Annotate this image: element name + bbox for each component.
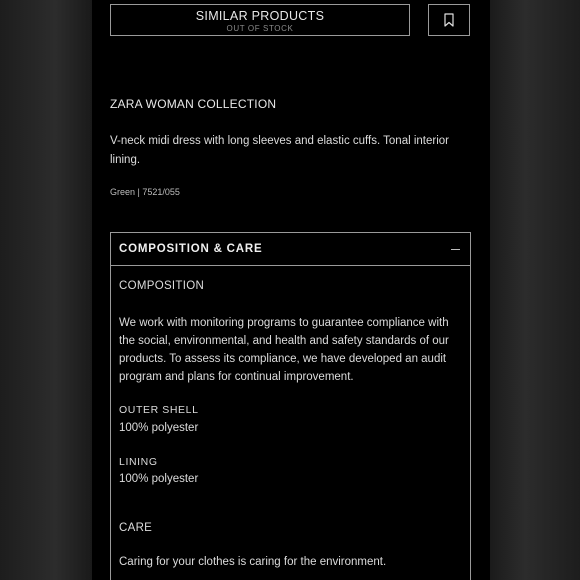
bookmark-icon — [444, 13, 454, 27]
similar-products-label: SIMILAR PRODUCTS — [195, 9, 325, 23]
composition-text: We work with monitoring programs to guarantee compliance with the social, environmental, and health and safety standards of our products. To assess its compliance, we have developed an audit program and plans for continual improvement. — [119, 317, 449, 383]
outer-shell-value: 100% polyester — [119, 422, 199, 434]
stock-status-label: OUT OF STOCK — [226, 24, 294, 33]
product-detail-screen — [92, 0, 490, 580]
care-text: Caring for your clothes is caring for the environment. — [119, 556, 387, 568]
lining-value: 100% polyester — [119, 473, 199, 485]
bookmark-button[interactable] — [428, 4, 470, 36]
color-reference: Green | 7521/055 — [110, 187, 180, 197]
similar-products-button[interactable] — [110, 4, 410, 36]
care-heading: CARE — [119, 522, 153, 534]
background-right — [488, 0, 580, 580]
product-description: V-neck midi dress with long sleeves and elastic cuffs. Tonal interior lining. — [110, 135, 449, 166]
composition-heading: COMPOSITION — [119, 280, 205, 292]
lining-label: LINING — [119, 456, 158, 468]
composition-care-panel — [110, 232, 471, 580]
composition-care-header[interactable] — [111, 233, 470, 266]
minus-icon[interactable] — [451, 249, 460, 250]
composition-care-title: COMPOSITION & CARE — [119, 243, 263, 255]
background-left — [0, 0, 92, 580]
collection-name: ZARA WOMAN COLLECTION — [110, 97, 277, 111]
outer-shell-label: OUTER SHELL — [119, 404, 199, 416]
